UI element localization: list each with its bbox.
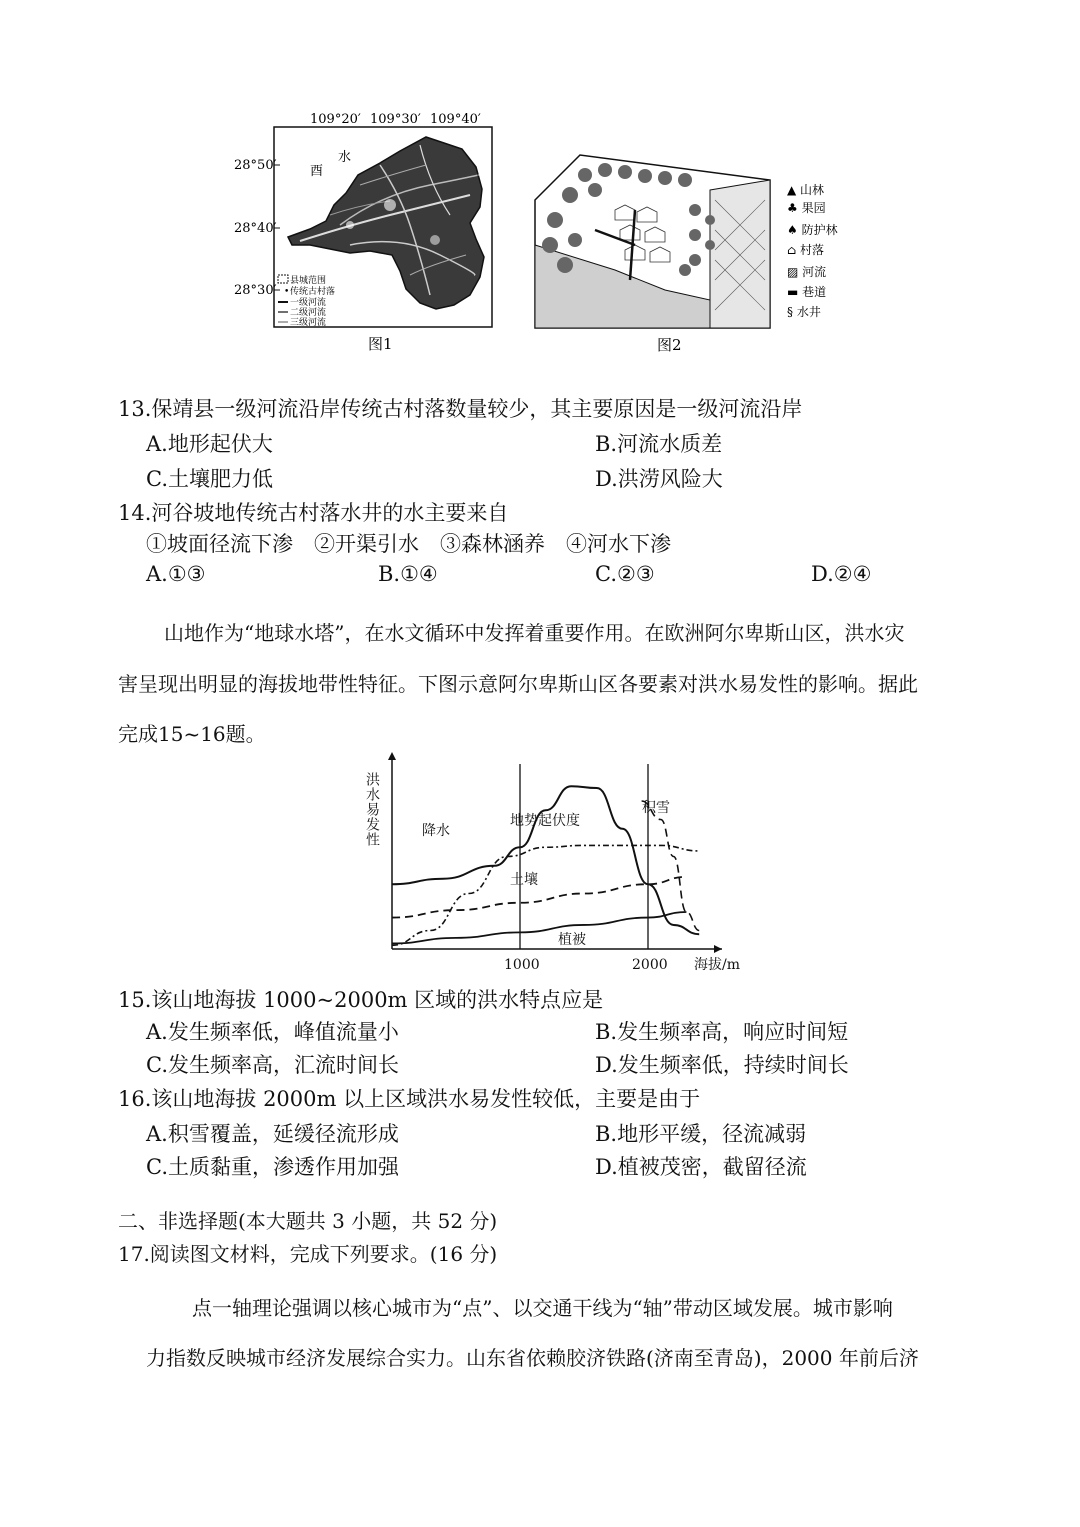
chart-labels	[364, 772, 740, 973]
figure-1	[230, 105, 500, 365]
series-label-2: 积雪	[642, 800, 670, 816]
lon-label-1: 109°20′	[310, 112, 361, 127]
legend-alley: ▬ 巷道	[787, 285, 827, 299]
figure-2-caption: 图2	[657, 336, 682, 354]
q16-option-c[interactable]: C.土质黏重，渗透作用加强	[146, 1155, 399, 1179]
intro-line-2: 害呈现出明显的海拔地带性特征。下图示意阿尔卑斯山区各要素对洪水易发性的影响。据此	[118, 672, 918, 696]
legend-river-3: 三级河流	[290, 318, 327, 328]
figure-2-block-diagram	[525, 150, 865, 360]
legend-well: § 水井	[787, 305, 821, 319]
chart-vertical-lines	[520, 764, 648, 949]
q14-stem: 14.河谷坡地传统古村落水井的水主要来自	[118, 501, 509, 525]
y-axis-arrow	[388, 752, 396, 760]
q14-option-b[interactable]: B.①④	[378, 562, 438, 586]
q13-option-c[interactable]: C.土壤肥力低	[146, 467, 273, 491]
intro-line-3: 完成15~16题。	[118, 722, 266, 746]
legend-river-1: 一级河流	[290, 298, 327, 308]
river-label-you: 酉	[310, 164, 324, 179]
q14-option-d[interactable]: D.②④	[811, 562, 872, 586]
series-label-0: 降水	[422, 823, 450, 839]
q15-option-b[interactable]: B.发生频率高，响应时间短	[595, 1020, 849, 1044]
intro-line-1: 山地作为“地球水塔”，在水文循环中发挥着重要作用。在欧洲阿尔卑斯山区，洪水灾	[164, 621, 905, 645]
legend-village: 传统古村落	[290, 287, 336, 297]
q17-line-2: 力指数反映城市经济发展综合实力。山东省依赖胶济铁路(济南至青岛)，2000 年前后济	[146, 1346, 919, 1370]
q17-line-1: 点一轴理论强调以核心城市为“点”、以交通干线为“轴”带动区域发展。城市影响	[192, 1296, 893, 1320]
q16-stem: 16.该山地海拔 2000m 以上区域洪水易发性较低，主要是由于	[118, 1087, 701, 1111]
series-label-1: 地势起伏度	[510, 813, 580, 829]
figure-1-caption: 图1	[368, 335, 393, 353]
lon-label-2: 109°30′	[370, 112, 421, 127]
legend-forest: ▲ 山林	[787, 183, 825, 197]
lat-label-2: 28°40′	[234, 221, 277, 236]
lon-label-3: 109°40′	[430, 112, 481, 127]
legend-river-2: 二级河流	[290, 308, 327, 318]
q13-stem: 13.保靖县一级河流沿岸传统古村落数量较少，其主要原因是一级河流沿岸	[118, 397, 803, 421]
q13-option-d[interactable]: D.洪涝风险大	[595, 467, 723, 491]
x-axis-arrow	[714, 945, 722, 953]
legend-orchard: ♣ 果园	[787, 201, 826, 215]
q13-option-b[interactable]: B.河流水质差	[595, 432, 723, 456]
series-label-4: 植被	[558, 932, 586, 948]
q13-option-a[interactable]: A.地形起伏大	[146, 432, 273, 456]
flood-chart-svg	[360, 752, 740, 977]
q14-option-a[interactable]: A.①③	[146, 562, 206, 586]
q14-option-c[interactable]: C.②③	[595, 562, 655, 586]
q16-option-a[interactable]: A.积雪覆盖，延缓径流形成	[146, 1122, 399, 1146]
q16-option-d[interactable]: D.植被茂密，截留径流	[595, 1155, 807, 1179]
figure-2	[525, 150, 865, 360]
q17-stem: 17.阅读图文材料，完成下列要求。(16 分)	[118, 1242, 498, 1266]
svg-text:•: •	[284, 287, 290, 297]
series-line-2	[642, 801, 700, 931]
legend-county: 县城范围	[290, 276, 327, 286]
q15-option-c[interactable]: C.发生频率高，汇流时间长	[146, 1053, 399, 1077]
q16-option-b[interactable]: B.地形平缓，径流减弱	[595, 1122, 807, 1146]
series-line-3	[392, 877, 686, 918]
q15-stem: 15.该山地海拔 1000~2000m 区域的洪水特点应是	[118, 988, 604, 1012]
legend-shelterbelt: ♠ 防护林	[787, 223, 838, 237]
river-label-shui: 水	[338, 150, 352, 165]
lat-label-1: 28°50′	[234, 158, 277, 173]
x-tick-label-2000: 2000	[632, 957, 668, 973]
chart-axes	[388, 752, 722, 953]
section-2-heading: 二、非选择题(本大题共 3 小题，共 52 分)	[118, 1209, 498, 1233]
flood-chart	[360, 752, 740, 977]
x-axis-label: 海拔/m	[694, 957, 740, 973]
legend-river: ▨ 河流	[787, 265, 827, 279]
lat-label-3: 28°30′	[234, 283, 277, 298]
series-line-4	[392, 912, 686, 943]
q14-items: ①坡面径流下渗 ②开渠引水 ③森林涵养 ④河水下渗	[146, 532, 671, 556]
y-axis-label: 洪水易发性	[364, 772, 380, 847]
figure-1-map	[230, 105, 500, 365]
legend-village: ⌂ 村落	[787, 243, 824, 257]
q15-option-d[interactable]: D.发生频率低，持续时间长	[595, 1053, 849, 1077]
x-tick-label-1000: 1000	[504, 957, 540, 973]
q15-option-a[interactable]: A.发生频率低，峰值流量小	[146, 1020, 399, 1044]
series-label-3: 土壤	[510, 872, 538, 888]
